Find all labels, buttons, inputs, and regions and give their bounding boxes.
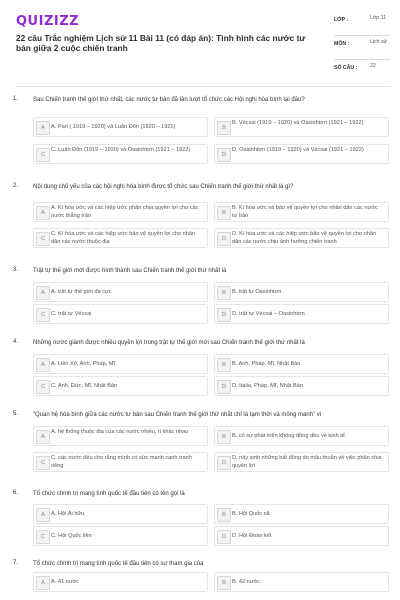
option-d[interactable] — [214, 304, 389, 324]
option-text: A. Liên Xô, Anh, Pháp, Mĩ — [51, 361, 116, 367]
option-text: C. Hội Quốc liên — [51, 533, 92, 539]
option-c[interactable] — [33, 376, 208, 396]
option-text: B. 42 nước — [232, 579, 260, 585]
meta-row-socau — [334, 62, 390, 86]
option-text: A. Kí hòa ước và các hiệp ước phân chia quyền lợi cho các nước thắng trận — [51, 205, 199, 219]
question-number: 6. — [13, 490, 19, 496]
option-text: C. Kí hòa ước và các hiệp ước bảo vệ quyền lợi cho nhân dân các nước thuộc địa — [51, 231, 196, 245]
question-3 — [0, 264, 400, 336]
socau-value: 22 — [370, 63, 376, 69]
option-letter: B — [217, 206, 231, 220]
option-c[interactable] — [33, 144, 208, 164]
worksheet-meta — [334, 14, 390, 86]
option-letter: C — [36, 232, 50, 246]
option-letter: D — [217, 530, 231, 544]
option-a[interactable] — [33, 282, 208, 302]
option-text: B. Anh, Pháp, Mĩ, Nhật Bản — [232, 361, 301, 367]
option-letter: A — [36, 121, 50, 135]
question-number: 7. — [13, 560, 19, 566]
option-letter: A — [36, 358, 50, 372]
option-b[interactable] — [214, 202, 389, 222]
worksheet-header — [0, 0, 400, 86]
question-2 — [0, 180, 400, 264]
option-letter: D — [217, 380, 231, 394]
question-number: 2. — [13, 183, 19, 189]
option-b[interactable] — [214, 117, 389, 137]
question-5 — [0, 408, 400, 487]
option-a[interactable] — [33, 426, 208, 446]
option-text: B. Hội Quốc xã — [232, 511, 270, 517]
option-letter: A — [36, 576, 50, 590]
option-text: C. Luân Đôn (1919 – 1920) và Oasinhtơn (1921 – 1922) — [51, 147, 191, 153]
option-text: D. Kí hòa ước và các hiệp ước bảo vệ quyền lợi cho nhân dân các nước chịu ảnh hưởng chiến tranh — [232, 231, 377, 245]
question-number: 5. — [13, 411, 19, 417]
question-text: Trật tự thế giới mới được hình thành sau Chiến tranh thế giới thứ nhất là — [33, 268, 227, 274]
option-a[interactable] — [33, 117, 208, 137]
option-a[interactable] — [33, 202, 208, 222]
option-d[interactable] — [214, 452, 389, 472]
question-text: Sau Chiến tranh thế giới thứ nhất, các nước tư bản đã lần lượt tổ chức các Hội nghị hòa bình tại đâu? — [33, 97, 305, 103]
question-text: Nội dung chủ yếu của các hội nghị hòa bình được tổ chức sau Chiến tranh thế giới thứ nhất là gì? — [33, 184, 294, 190]
question-6 — [0, 487, 400, 557]
option-letter: D — [217, 232, 231, 246]
option-letter: C — [36, 380, 50, 394]
meta-divider — [334, 59, 390, 60]
option-text: D. trật tự Vécxai – Oasinhtơn — [232, 311, 305, 317]
worksheet-title: 22 câu Trắc nghiệm Lịch sử 11 Bài 11 (có đáp án): Tình hình các nước tư bản giữa 2 cuộc chiến tranh — [16, 33, 306, 53]
option-letter: D — [217, 456, 231, 470]
option-letter: B — [217, 508, 231, 522]
option-a[interactable] — [33, 572, 208, 592]
question-7 — [0, 557, 400, 600]
question-list — [0, 93, 400, 600]
header-divider — [16, 86, 390, 87]
question-number: 3. — [13, 267, 19, 273]
option-letter: B — [217, 286, 231, 300]
option-b[interactable] — [214, 354, 389, 374]
mon-value: Lịch sử — [370, 39, 388, 45]
meta-row-lop — [334, 14, 390, 38]
question-4 — [0, 336, 400, 408]
lop-value: Lớp 11 — [370, 15, 386, 21]
option-text: D. nảy sinh những bất đồng do mâu thuẫn về việc phân chia quyền lợi — [232, 455, 382, 469]
option-letter: C — [36, 148, 50, 162]
option-letter: B — [217, 430, 231, 444]
option-letter: C — [36, 308, 50, 322]
option-text: A. trật tự thế giới đa cực — [51, 289, 112, 295]
option-b[interactable] — [214, 426, 389, 446]
option-text: A. 41 nước — [51, 579, 79, 585]
option-text: B. có sự phát triển không đồng đều về kinh tế — [232, 433, 345, 439]
meta-divider — [334, 35, 390, 36]
option-letter: A — [36, 430, 50, 444]
option-letter: A — [36, 206, 50, 220]
option-text: A. hệ thống thuộc địa của các nước nhiều, ít khác nhau — [51, 429, 189, 435]
option-letter: A — [36, 508, 50, 522]
option-b[interactable] — [214, 572, 389, 592]
option-letter: B — [217, 121, 231, 135]
option-letter: A — [36, 286, 50, 300]
option-a[interactable] — [33, 354, 208, 374]
question-1 — [0, 93, 400, 180]
question-text: “Quan hệ hòa bình giữa các nước tư bản sau Chiến tranh thế giới thứ nhất chỉ là tạm thời và mỏng manh” vì — [33, 412, 322, 418]
option-b[interactable] — [214, 282, 389, 302]
question-number: 1. — [13, 96, 19, 102]
option-d[interactable] — [214, 144, 389, 164]
option-text: B. trật tự Oasinhtơn — [232, 289, 282, 295]
option-text: D. Hội Đoàn kết — [232, 533, 272, 539]
option-a[interactable] — [33, 504, 208, 524]
option-text: A. Pari ( 1919 – 1920) và Luân Đôn (1920 – 1921) — [51, 124, 176, 130]
socau-label: SỐ CÂU : — [334, 65, 358, 71]
question-number: 4. — [13, 339, 19, 345]
quizizz-logo[interactable]: QUIZIZZ — [16, 14, 80, 29]
option-d[interactable] — [214, 376, 389, 396]
option-c[interactable] — [33, 526, 208, 546]
mon-label: MÔN : — [334, 41, 350, 47]
option-letter: B — [217, 358, 231, 372]
lop-label: LỚP : — [334, 17, 349, 23]
option-text: B. Vécxai (1919 – 1920) và Oasinhtơn (1921 – 1922) — [232, 120, 364, 126]
option-c[interactable] — [33, 228, 208, 248]
option-letter: C — [36, 530, 50, 544]
option-text: C. trật tự Vécxai — [51, 311, 92, 317]
option-b[interactable] — [214, 504, 389, 524]
option-letter: D — [217, 148, 231, 162]
option-text: C. Anh, Đức, Mĩ, Nhật Bản — [51, 383, 118, 389]
option-text: C. các nước đều cho rằng mình có sức mạnh cạnh tranh riêng — [51, 455, 192, 469]
option-text: B. Kí hòa ước và bảo vệ quyền lợi cho nhân dân các nước tư bản — [232, 205, 378, 219]
option-text: D. Italia, Pháp, Mĩ, Nhật Bản — [232, 383, 303, 389]
option-text: D. Oasinhtơn (1919 – 1920) và Vécxai (1921 – 1922) — [232, 147, 364, 153]
option-letter: B — [217, 576, 231, 590]
question-text: Những nước giành được nhiều quyền lợi trong trật tự thế giới mới sau Chiến tranh thế giới thứ nhất là — [33, 340, 305, 346]
option-d[interactable] — [214, 228, 389, 248]
question-text: Tổ chức chính trị mang tính quốc tế đầu tiên có sự tham gia của — [33, 561, 204, 567]
option-c[interactable] — [33, 304, 208, 324]
option-c[interactable] — [33, 452, 208, 472]
option-d[interactable] — [214, 526, 389, 546]
question-text: Tổ chức chính trị mang tính quốc tế đầu tiên có tên gọi là — [33, 491, 185, 497]
meta-row-mon — [334, 38, 390, 62]
option-letter: C — [36, 456, 50, 470]
option-text: A. Hội Ái hữu — [51, 511, 85, 517]
option-letter: D — [217, 308, 231, 322]
